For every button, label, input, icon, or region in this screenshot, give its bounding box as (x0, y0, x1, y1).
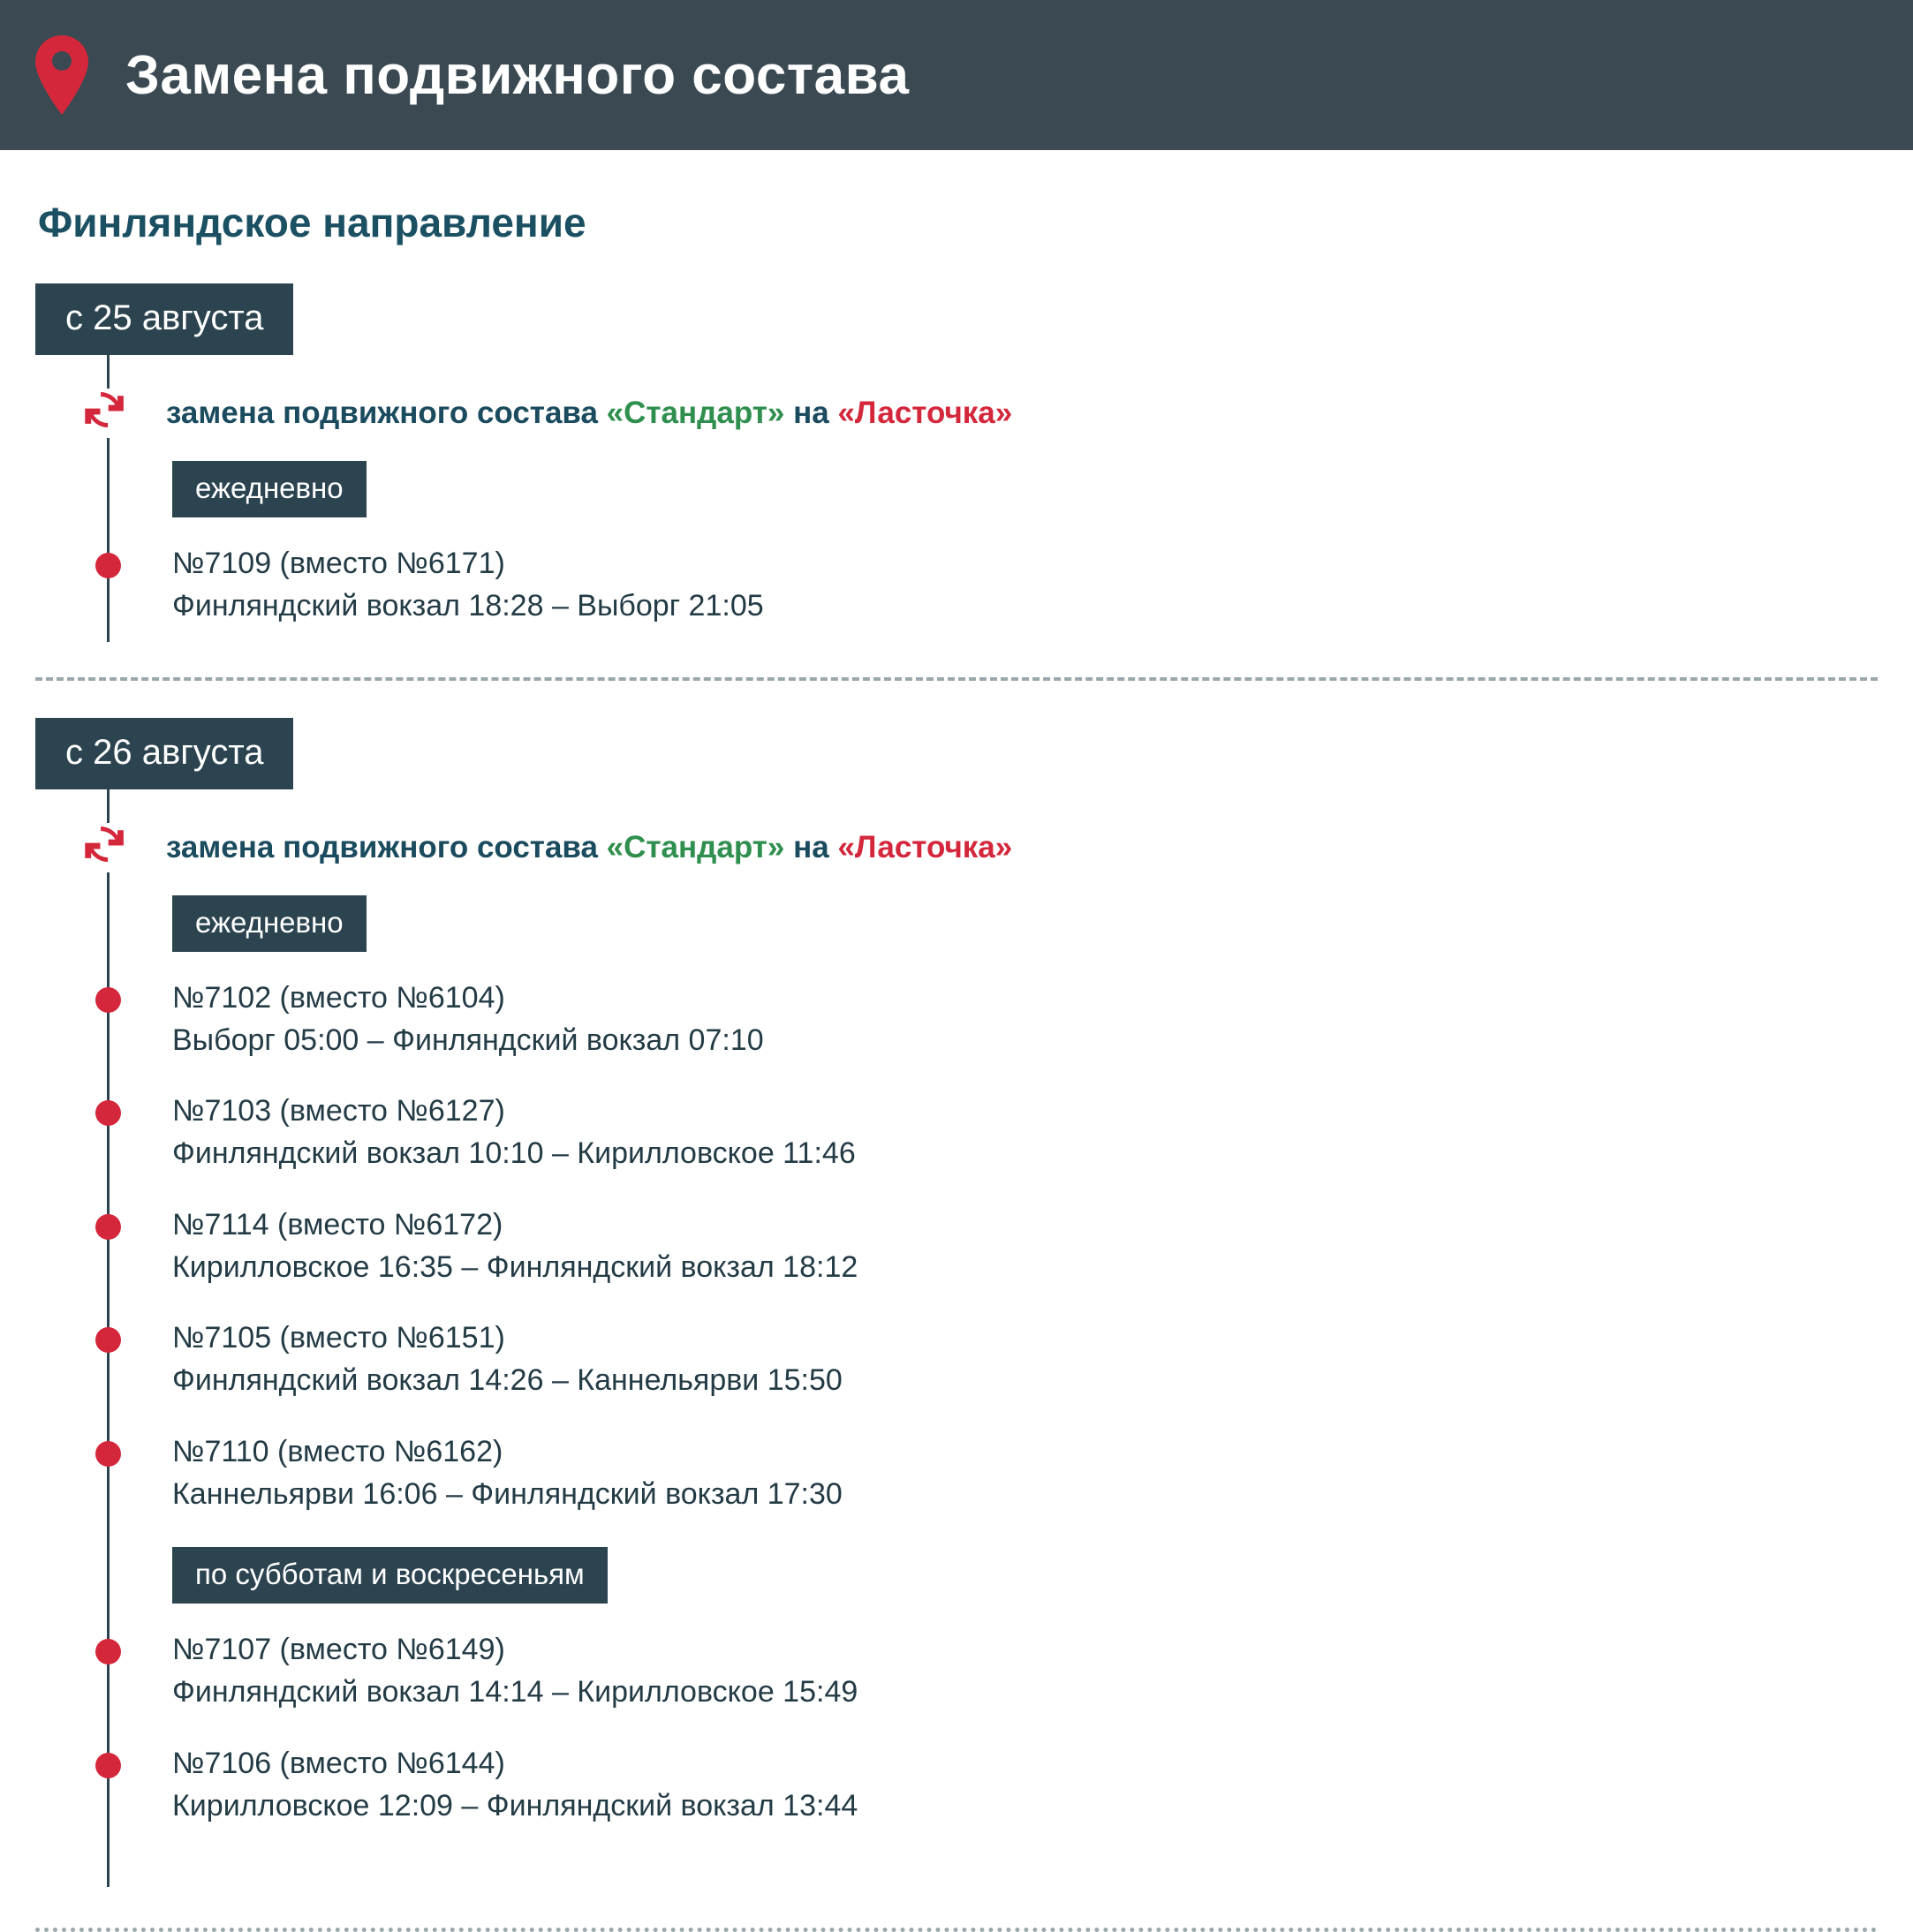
trip-item (35, 1411, 1878, 1525)
date-badge: с 25 августа (35, 283, 293, 355)
timeline-dot-icon (95, 1753, 121, 1778)
timeline-dot-icon (95, 1639, 121, 1664)
swap-to: «Ласточка» (837, 396, 1013, 430)
trip-list (35, 1609, 1878, 1836)
trip-route: Финляндский вокзал 10:10 – Кирилловское 11:46 (172, 1136, 856, 1171)
frequency-badge: по субботам и воскресеньям (172, 1547, 608, 1604)
trip-number: №7103 (вместо №6127) (172, 1094, 505, 1128)
document-body (0, 199, 1913, 1932)
timeline-dot-icon (95, 553, 121, 578)
trip-item (35, 523, 1878, 637)
swap-prefix: замена подвижного состава (166, 396, 598, 430)
swap-to: «Ласточка» (837, 829, 1013, 864)
trip-item (35, 1184, 1878, 1298)
trip-route: Кирилловское 16:35 – Финляндский вокзал 18:12 (172, 1249, 858, 1284)
trip-number: №7105 (вместо №6151) (172, 1321, 505, 1355)
trip-number: №7110 (вместо №6162) (172, 1434, 503, 1468)
trip-list (35, 523, 1878, 637)
trip-route: Финляндский вокзал 14:26 – Каннельярви 15:50 (172, 1363, 843, 1398)
frequency-badge: ежедневно (172, 895, 367, 952)
refresh-swap-icon (81, 823, 131, 872)
timeline-dot-icon (95, 1441, 121, 1467)
refresh-swap-icon (81, 389, 131, 438)
swap-na: на (793, 396, 829, 430)
timeline-dot-icon (95, 1100, 121, 1126)
page-header (0, 0, 1913, 150)
map-pin-icon (35, 35, 88, 115)
timeline-dot-icon (95, 987, 121, 1013)
trip-number: №7107 (вместо №6149) (172, 1633, 505, 1667)
swap-na: на (793, 829, 829, 864)
swap-from: «Стандарт» (606, 829, 785, 864)
trip-route: Выборг 05:00 – Финляндский вокзал 07:10 (172, 1023, 764, 1057)
trip-item (35, 1609, 1878, 1723)
trip-number: №7102 (вместо №6104) (172, 980, 505, 1015)
swap-text (166, 396, 1012, 431)
swap-from: «Стандарт» (606, 396, 785, 430)
swap-heading (35, 789, 1878, 872)
direction-title: Финляндское направление (38, 200, 586, 245)
swap-heading (35, 355, 1878, 438)
trip-number: №7106 (вместо №6144) (172, 1746, 505, 1780)
trip-route: Каннельярви 16:06 – Финляндский вокзал 17:30 (172, 1476, 843, 1511)
section-divider-bottom (35, 1928, 1878, 1932)
trip-item (35, 1297, 1878, 1411)
section-from-aug-25 (35, 246, 1878, 642)
page-title: Замена подвижного состава (125, 44, 910, 106)
swap-prefix: замена подвижного состава (166, 829, 598, 864)
trip-item (35, 1070, 1878, 1184)
trip-number: №7109 (вместо №6171) (172, 547, 505, 580)
date-badge: с 26 августа (35, 718, 293, 789)
timeline-dot-icon (95, 1214, 121, 1240)
frequency-badge: ежедневно (172, 461, 367, 517)
swap-text (166, 830, 1012, 865)
trip-route: Финляндский вокзал 18:28 – Выборг 21:05 (172, 589, 764, 623)
section-from-aug-26 (35, 681, 1878, 1888)
trip-route: Кирилловское 12:09 – Финляндский вокзал 13:44 (172, 1788, 858, 1823)
trip-list (35, 957, 1878, 1525)
trip-route: Финляндский вокзал 14:14 – Кирилловское 15:49 (172, 1675, 858, 1709)
trip-item (35, 957, 1878, 1071)
timeline-block (35, 355, 1878, 642)
trip-item (35, 1723, 1878, 1837)
trip-number: №7114 (вместо №6172) (172, 1207, 503, 1241)
timeline-block (35, 789, 1878, 1888)
timeline-dot-icon (95, 1327, 121, 1353)
